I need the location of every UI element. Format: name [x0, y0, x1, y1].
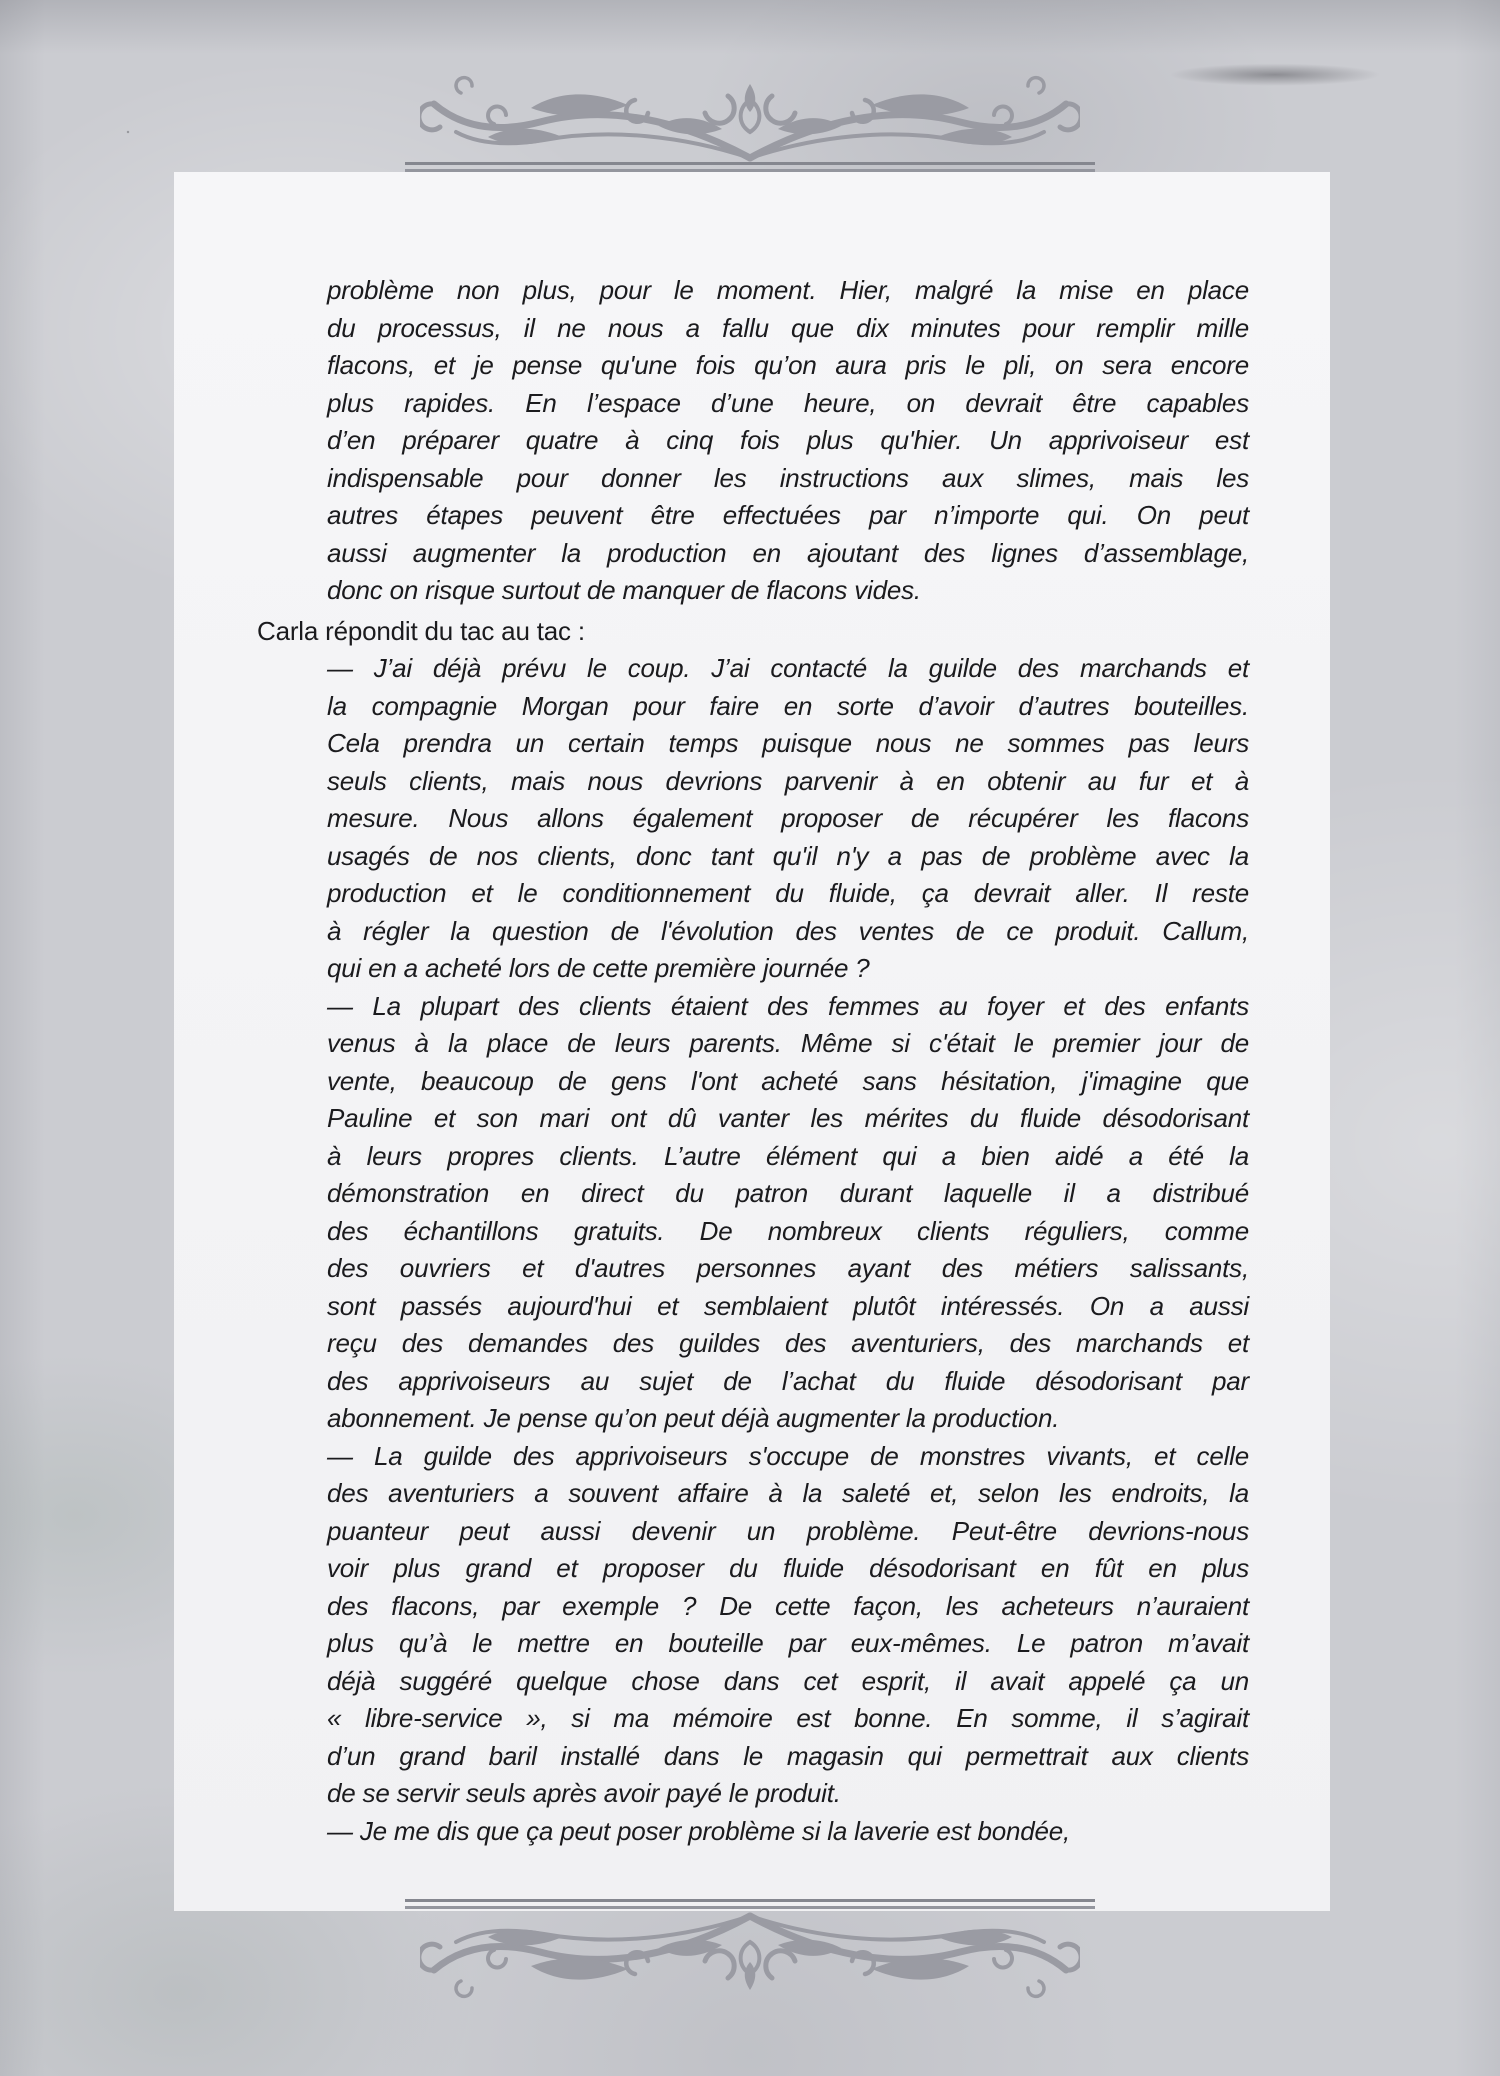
text-line: voir plus grand et proposer du fluide désodorisant en fût en plus	[327, 1553, 1249, 1583]
text-line: Carla répondit du tac au tac :	[257, 615, 585, 646]
text-line: seuls clients, mais nous devrions parvenir à en obtenir au fur et à	[327, 765, 1249, 796]
text-line: Cela prendra un certain temps puisque nous ne sommes pas leurs	[327, 728, 1249, 758]
text-line: plus qu’à le mettre en bouteille par eux-mêmes. Le patron m’avait	[327, 1628, 1249, 1658]
text-line: — La guilde des apprivoiseurs s'occupe de monstres vivants, et celle	[327, 1440, 1249, 1471]
text-line: déjà suggéré quelque chose dans cet esprit, il avait appelé ça un	[327, 1665, 1249, 1696]
flourish-divider-icon	[420, 1910, 1080, 2000]
text-line: qui en a acheté lors de cette première journée ?	[327, 953, 870, 983]
double-rule-divider	[405, 1899, 1095, 1909]
text-line: des apprivoiseurs au sujet de l’achat du fluide désodorisant par	[327, 1365, 1249, 1396]
text-line: plus rapides. En l’espace d’une heure, on devrait être capables	[327, 387, 1249, 418]
text-line: démonstration en direct du patron durant laquelle il a distribué	[327, 1178, 1249, 1208]
dialogue-paragraph	[327, 272, 1249, 610]
text-line: abonnement. Je pense qu’on peut déjà augmenter la production.	[327, 1403, 1060, 1433]
text-line: donc on risque surtout de manquer de flacons vides.	[327, 575, 921, 605]
rule-line	[405, 162, 1095, 165]
dialogue-paragraph	[327, 1813, 1249, 1851]
narration-paragraph	[257, 613, 1249, 651]
text-line: du processus, il ne nous a fallu que dix minutes pour remplir mille	[327, 312, 1249, 343]
rule-line	[405, 1899, 1095, 1902]
text-line: d’un grand baril installé dans le magasin qui permettrait aux clients	[327, 1740, 1249, 1771]
text-line: — J’ai déjà prévu le coup. J’ai contacté la guilde des marchands et	[327, 653, 1249, 683]
text-line: « libre-service », si ma mémoire est bonne. En somme, il s’agirait	[327, 1703, 1249, 1733]
top-ornament	[405, 74, 1095, 172]
flourish-divider-icon	[420, 74, 1080, 164]
dialogue-paragraph	[327, 1438, 1249, 1813]
text-line: reçu des demandes des guildes des aventuriers, des marchands et	[327, 1328, 1249, 1358]
text-line: à leurs propres clients. L’autre élément qui a bien aidé a été la	[327, 1140, 1249, 1171]
text-line: de se servir seuls après avoir payé le produit.	[327, 1778, 841, 1808]
text-line: des ouvriers et d'autres personnes ayant des métiers salissants,	[327, 1253, 1249, 1283]
text-line: usagés de nos clients, donc tant qu'il n'y a pas de problème avec la	[327, 840, 1249, 871]
text-line: la compagnie Morgan pour faire en sorte d’avoir d’autres bouteilles.	[327, 690, 1249, 721]
text-line: des flacons, par exemple ? De cette façon, les acheteurs n’auraient	[327, 1590, 1249, 1621]
text-line: — La plupart des clients étaient des femmes au foyer et des enfants	[327, 990, 1249, 1021]
text-line: aussi augmenter la production en ajoutant des lignes d’assemblage,	[327, 537, 1249, 568]
rule-line	[405, 1906, 1095, 1909]
double-rule-divider	[405, 162, 1095, 172]
dialogue-paragraph	[327, 988, 1249, 1438]
text-line: production et le conditionnement du fluide, ça devrait aller. Il reste	[327, 878, 1249, 908]
text-line: vente, beaucoup de gens l'ont acheté sans hésitation, j'imagine que	[327, 1065, 1249, 1096]
text-line: d’en préparer quatre à cinq fois plus qu'hier. Un apprivoiseur est	[327, 425, 1249, 455]
text-line: venus à la place de leurs parents. Même si c'était le premier jour de	[327, 1028, 1249, 1058]
text-line: mesure. Nous allons également proposer de récupérer les flacons	[327, 803, 1249, 833]
text-line: des échantillons gratuits. De nombreux clients réguliers, comme	[327, 1215, 1249, 1246]
text-line: problème non plus, pour le moment. Hier, malgré la mise en place	[327, 275, 1249, 305]
text-line: indispensable pour donner les instructions aux slimes, mais les	[327, 462, 1249, 493]
text-line: puanteur peut aussi devenir un problème. Peut-être devrions-nous	[327, 1515, 1249, 1546]
text-line: autres étapes peuvent être effectuées par n’importe qui. On peut	[327, 500, 1249, 530]
text-line: Pauline et son mari ont dû vanter les mérites du fluide désodorisant	[327, 1103, 1249, 1133]
text-line: — Je me dis que ça peut poser problème si la laverie est bondée,	[327, 1815, 1071, 1846]
bottom-ornament	[405, 1899, 1095, 2000]
text-line: des aventuriers a souvent affaire à la saleté et, selon les endroits, la	[327, 1478, 1249, 1508]
dialogue-paragraph	[327, 650, 1249, 988]
text-line: sont passés aujourd'hui et semblaient plutôt intéressés. On a aussi	[327, 1290, 1249, 1321]
text-line: flacons, et je pense qu'une fois qu’on aura pris le pli, on sera encore	[327, 350, 1249, 380]
text-line: à régler la question de l'évolution des ventes de ce produit. Callum,	[327, 915, 1249, 946]
page-sheet	[174, 172, 1330, 1911]
